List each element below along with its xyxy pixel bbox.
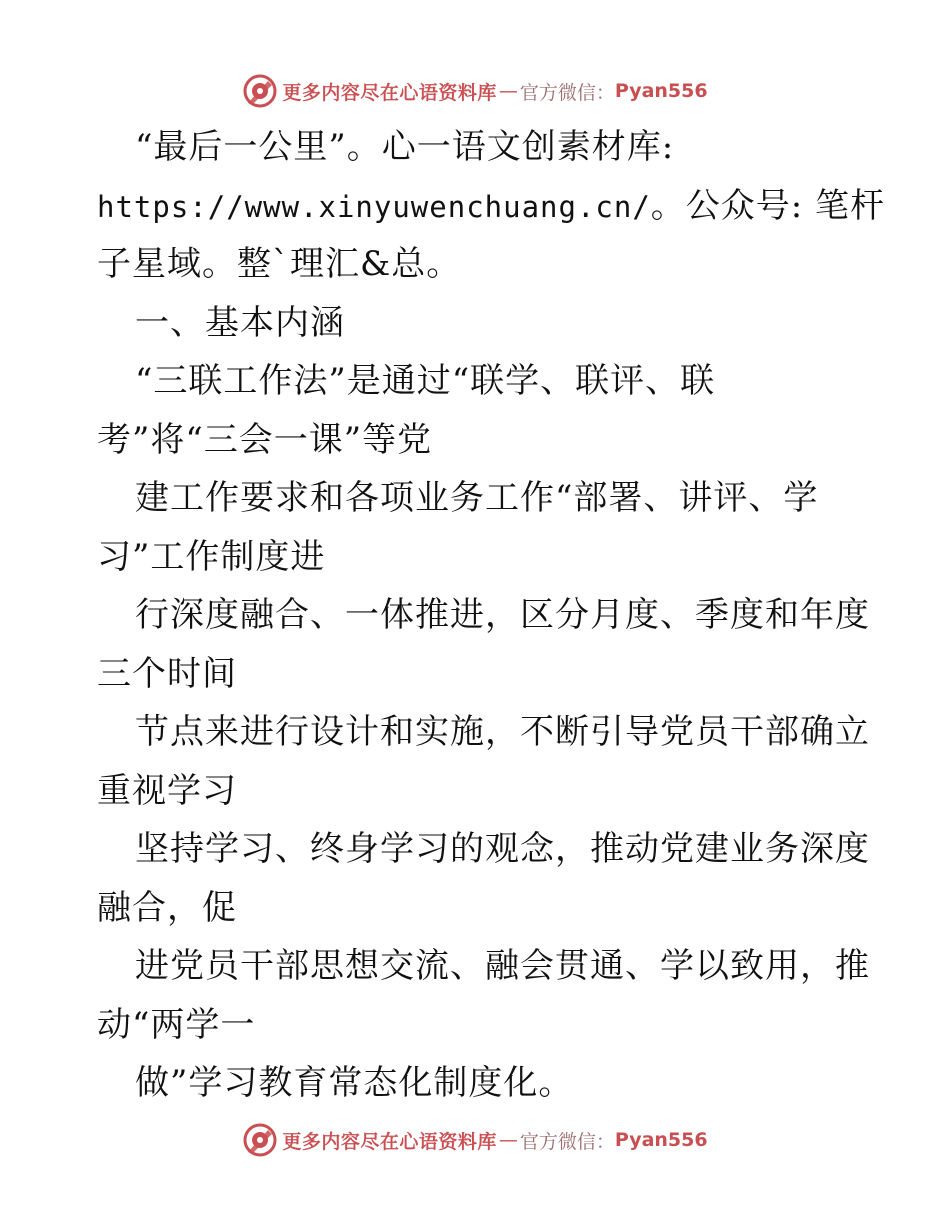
footer-watermark-banner [0,1120,950,1160]
banner-site-text: 更多内容尽在心语资料库 [282,1130,497,1153]
source-url: https://www.xinyuwenchuang.cn/ [97,189,651,224]
banner-wechat-id: Pyan556 [614,80,708,102]
section-heading: 一、基本内涵 [135,302,345,343]
banner-wechat-id: Pyan556 [614,1129,708,1151]
text-line [97,177,886,236]
text-line: “最后一公里”。心一语文创素材库: [135,127,675,167]
banner-dash: — [498,1129,518,1151]
banner-site-text: 更多内容尽在心语资料库 [282,81,497,104]
pen-logo-icon [242,1122,278,1158]
text-line: 动“两学一 [97,1004,256,1045]
text-line: “三联工作法”是通过“联学、联评、联 [135,361,716,401]
text-line: 建工作要求和各项业务工作“部署、讲评、学 [135,478,819,518]
text-line: 坚持学习、终身学习的观念，推动党建业务深度 [135,829,870,869]
banner-wechat-label: 官方微信： [519,81,615,104]
pen-logo-icon [242,73,278,109]
text-fragment: 。公众号: 笔杆 [650,185,886,226]
text-line: 考”将“三会一课”等党 [97,419,433,460]
banner-wechat-label: 官方微信： [519,1130,615,1153]
text-line: 进党员干部思想交流、融会贯通、学以致用，推 [135,946,870,986]
document-body [97,118,886,1113]
text-line: 做”学习教育常态化制度化。 [135,1063,574,1103]
text-line: 融合，促 [97,887,237,928]
text-line: 子星域。整`理汇&总。 [97,244,462,284]
text-line: 重视学习 [97,770,237,811]
banner-dash: — [498,80,518,102]
text-line: 习”工作制度进 [97,536,326,577]
text-line: 行深度融合、一体推进，区分月度、季度和年度 [135,595,870,635]
text-line: 节点来进行设计和实施，不断引导党员干部确立 [135,712,870,752]
header-watermark-banner [0,71,950,111]
text-line: 三个时间 [97,653,237,694]
